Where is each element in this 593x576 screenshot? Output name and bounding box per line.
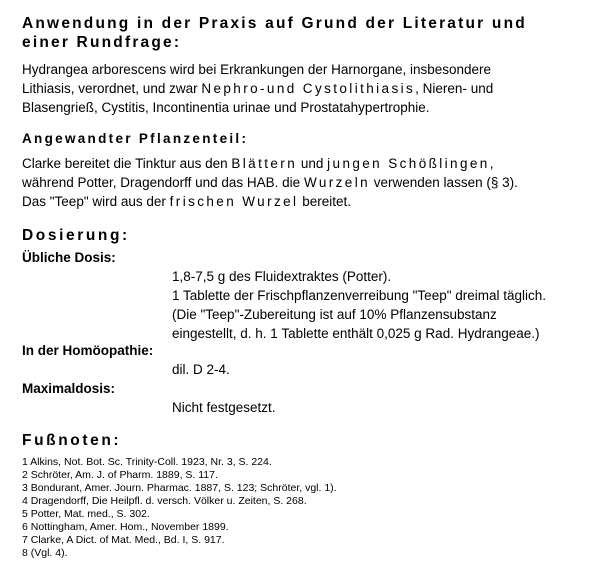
ubliche-dosis-line: 1 Tablette der Frischpflanzenverreibung "Teep" dreimal täglich. xyxy=(172,288,547,303)
heading-dosierung: Dosierung: xyxy=(22,227,130,244)
pflanzenteil-spaced-blaettern: Blättern xyxy=(231,156,298,171)
ubliche-dosis-line: eingestellt, d. h. 1 Tablette enthält 0,025 g Rad. Hydrangeae.) xyxy=(172,326,540,341)
ubliche-dosis-line: 1,8-7,5 g des Fluidextraktes (Potter). xyxy=(172,269,392,284)
footnote-item: 1 Alkins, Not. Bot. Sc. Trinity-Coll. 1923, Nr. 3, S. 224. xyxy=(22,456,272,468)
praxis-paragraph xyxy=(22,60,547,117)
document-page xyxy=(22,14,582,560)
ubliche-dosis-label: Übliche Dosis: xyxy=(22,250,116,265)
footnote-item: 2 Schröter, Am. J. of Pharm. 1889, S. 117. xyxy=(22,469,218,481)
heading-pflanzenteil: Angewandter Pflanzenteil: xyxy=(22,131,249,146)
pflanzenteil-spaced-schoesslinge: jungen Schößlingen xyxy=(327,156,490,171)
dosierung-section xyxy=(22,248,582,417)
pflanzenteil-text-3: , während Potter, Dragendorff und das HAB. die xyxy=(22,156,494,190)
footnote-item: 3 Bondurant, Amer. Journ. Pharmac. 1887, S. 123; Schröter, vgl. 1). xyxy=(22,482,337,494)
homoopathie-value: dil. D 2-4. xyxy=(172,362,230,377)
pflanzenteil-text-2: und xyxy=(297,156,328,171)
praxis-text-1: Hydrangea arborescens wird bei Erkrankungen der Harnorgane, insbesondere Lithiasis, verordnet, und zwar xyxy=(22,62,492,96)
praxis-spaced-term: Nephro-und Cystolithiasis xyxy=(201,81,416,96)
maximaldosis-label: Maximaldosis: xyxy=(22,381,116,396)
pflanzenteil-text-4: verwenden lassen (§ 3). Das "Teep" wird aus der xyxy=(22,175,518,209)
homoopathie-label: In der Homöopathie: xyxy=(22,343,154,358)
footnote-item: 8 (Vgl. 4). xyxy=(22,547,68,559)
footnote-item: 7 Clarke, A Dict. of Mat. Med., Bd. I, S. 917. xyxy=(22,534,225,546)
pflanzenteil-text-1: Clarke bereitet die Tinktur aus den xyxy=(22,156,232,171)
footnote-item: 4 Dragendorff, Die Heilpfl. d. versch. Völker u. Zeiten, S. 268. xyxy=(22,495,307,507)
footnote-item: 5 Potter, Mat. med., S. 302. xyxy=(22,508,150,520)
heading-fussnoten: Fußnoten: xyxy=(22,432,122,449)
maximaldosis-value: Nicht festgesetzt. xyxy=(172,400,276,415)
ubliche-dosis-line: (Die "Teep"-Zubereitung ist auf 10% Pflanzensubstanz xyxy=(172,307,497,322)
pflanzenteil-paragraph xyxy=(22,154,542,211)
pflanzenteil-spaced-frische-wurzel: frischen Wurzel xyxy=(169,194,299,209)
pflanzenteil-spaced-wurzeln: Wurzeln xyxy=(303,175,371,190)
footnote-list xyxy=(22,456,582,560)
praxis-text-2: , Nieren- und Blasengrieß, Cystitis, Incontinentia urinae und Prostatahypertrophie. xyxy=(22,81,494,115)
heading-praxis: Anwendung in der Praxis auf Grund der Literatur und einer Rundfrage: xyxy=(22,15,527,51)
pflanzenteil-text-5: bereitet. xyxy=(298,194,351,209)
footnote-item: 6 Nottingham, Amer. Hom., November 1899. xyxy=(22,521,229,533)
